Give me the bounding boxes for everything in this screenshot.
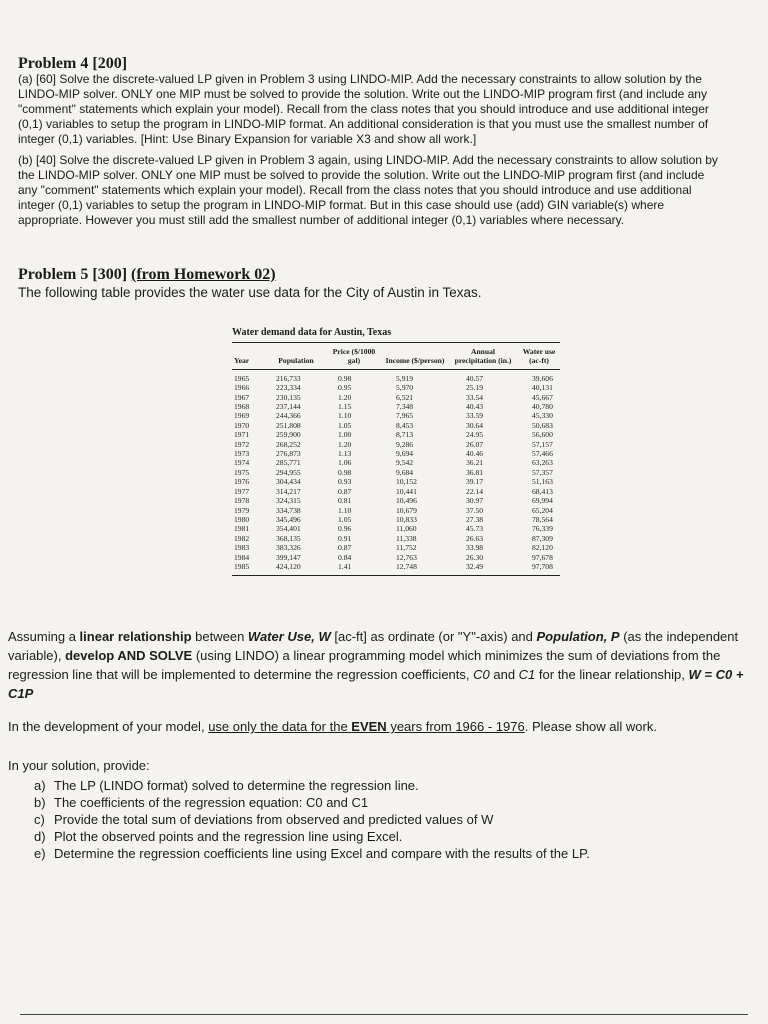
table-cell: 22.14 — [466, 486, 484, 496]
table-cell: 1.15 — [338, 402, 352, 412]
table-header-row — [232, 343, 560, 370]
table-row — [232, 487, 560, 496]
table-cell: 1968 — [234, 402, 250, 412]
table-cell: 1978 — [234, 496, 250, 506]
assume-text: Population, P — [536, 629, 620, 644]
table-cell: 294,955 — [276, 467, 301, 477]
problem-5-title: Problem 5 [300] — [18, 266, 128, 283]
problem-4-part-a: (a) [60] Solve the discrete-valued LP given in Problem 3 using LINDO-MIP. Add the necessary constraints to allow solution by the LINDO-MIP solver. ONLY one MIP must be solved to provide the solution. Write out the LINDO-MIP program first (and include any "comment" statements which explain your model). Recall from the class notes that you should introduce and use additional integer (0,1) variables to setup the program in LINDO-MIP format. An additional consideration is that you must use the smallest number of integer (0,1) variables. [Hint: Use Binary Expansion for variable X3 and show all work.] — [18, 72, 709, 146]
table-cell: 324,315 — [276, 496, 301, 506]
table-cell: 1965 — [234, 373, 250, 383]
header-population: Population — [278, 356, 314, 366]
table-cell: 244,366 — [276, 411, 301, 421]
table-row — [232, 562, 560, 576]
header-precipitation: Annual precipitation (in.) — [454, 347, 512, 366]
header-income: Income ($/person) — [385, 356, 445, 366]
table-row — [232, 553, 560, 562]
table-cell: 51,163 — [532, 477, 553, 487]
table-cell: 1.20 — [338, 392, 352, 402]
table-cell: 78,564 — [532, 514, 553, 524]
table-cell: 0.98 — [338, 373, 352, 383]
bottom-divider — [20, 1014, 748, 1015]
table-cell: 1985 — [234, 561, 250, 571]
table-cell: 1.00 — [338, 430, 352, 440]
table-cell: 1980 — [234, 514, 250, 524]
table-cell: 1981 — [234, 524, 250, 534]
table-cell: 8,453 — [396, 420, 414, 430]
list-text: Determine the regression coefficients line using Excel and compare with the results of the LP. — [54, 846, 590, 861]
list-item — [34, 828, 756, 845]
table-cell: 1969 — [234, 411, 250, 421]
list-item — [34, 845, 756, 862]
table-cell: 285,771 — [276, 458, 301, 468]
table-cell: 216,733 — [276, 373, 301, 383]
table-cell: 9,286 — [396, 439, 414, 449]
list-label: e) — [34, 846, 46, 861]
table-cell: 39,606 — [532, 373, 553, 383]
table-cell: 368,135 — [276, 533, 301, 543]
table-cell: 26.07 — [466, 439, 484, 449]
table-cell: 259,900 — [276, 430, 301, 440]
table-row — [232, 506, 560, 515]
table-row — [232, 496, 560, 505]
table-cell: 33.59 — [466, 411, 484, 421]
table-cell: 1976 — [234, 477, 250, 487]
table-cell: 9,694 — [396, 449, 414, 459]
table-cell: 0.87 — [338, 543, 352, 553]
table-cell: 6,521 — [396, 392, 414, 402]
instruction-text: . Please show all work. — [524, 719, 657, 734]
table-cell: 0.81 — [338, 496, 352, 506]
table-cell: 0.93 — [338, 477, 352, 487]
table-cell: 97,708 — [532, 561, 553, 571]
table-cell: 334,738 — [276, 505, 301, 515]
table-cell: 1966 — [234, 383, 250, 393]
water-demand-table — [232, 327, 560, 576]
table-row — [232, 543, 560, 552]
table-cell: 1.41 — [338, 561, 352, 571]
table-cell: 1.05 — [338, 514, 352, 524]
table-cell: 40.57 — [466, 373, 484, 383]
table-row — [232, 534, 560, 543]
table-cell: 24.95 — [466, 430, 484, 440]
table-cell: 345,496 — [276, 514, 301, 524]
table-cell: 1.05 — [338, 420, 352, 430]
table-cell: 5,970 — [396, 383, 414, 393]
table-cell: 26.63 — [466, 533, 484, 543]
table-cell: 27.38 — [466, 514, 484, 524]
list-text: The LP (LINDO format) solved to determine the regression line. — [54, 778, 419, 793]
table-cell: 223,334 — [276, 383, 301, 393]
table-body — [232, 369, 560, 576]
table-cell: 82,120 — [532, 543, 553, 553]
table-cell: 50,683 — [532, 420, 553, 430]
table-cell: 37.50 — [466, 505, 484, 515]
list-text: Provide the total sum of deviations from observed and predicted values of W — [54, 812, 494, 827]
table-cell: 69,994 — [532, 496, 553, 506]
table-cell: 57,157 — [532, 439, 553, 449]
instruction-text: years from 1966 - 1976 — [386, 719, 525, 734]
table-cell: 25.19 — [466, 383, 484, 393]
table-cell: 1.06 — [338, 458, 352, 468]
table-cell: 12,748 — [396, 561, 417, 571]
table-cell: 76,339 — [532, 524, 553, 534]
table-cell: 0.95 — [338, 383, 352, 393]
table-cell: 0.84 — [338, 552, 352, 562]
table-cell: 33.98 — [466, 543, 484, 553]
problem-5-heading — [18, 266, 738, 284]
table-cell: 57,357 — [532, 467, 553, 477]
table-cell: 32.49 — [466, 561, 484, 571]
table-cell: 65,204 — [532, 505, 553, 515]
table-cell: 11,060 — [396, 524, 417, 534]
instruction-text: use only the data for the — [208, 719, 352, 734]
deliverables-list — [8, 777, 756, 862]
table-cell: 237,144 — [276, 402, 301, 412]
assume-text: for the linear relationship, — [535, 667, 689, 682]
assume-text: C0 — [473, 667, 490, 682]
even-years-instruction — [8, 717, 756, 736]
table-cell: 1977 — [234, 486, 250, 496]
table-cell: 383,326 — [276, 543, 301, 553]
table-row — [232, 421, 560, 430]
table-cell: 56,600 — [532, 430, 553, 440]
table-cell: 30.64 — [466, 420, 484, 430]
table-cell: 7,965 — [396, 411, 414, 421]
table-cell: 11,752 — [396, 543, 417, 553]
table-cell: 40,780 — [532, 402, 553, 412]
assume-text: develop AND SOLVE — [65, 648, 193, 663]
table-cell: 9,542 — [396, 458, 414, 468]
table-row — [232, 430, 560, 439]
table-cell: 36.21 — [466, 458, 484, 468]
table-cell: 68,413 — [532, 486, 553, 496]
homework-reference-link[interactable]: (from Homework 02) — [131, 266, 276, 283]
problem-5-instructions — [8, 627, 756, 862]
table-row — [232, 468, 560, 477]
table-row — [232, 383, 560, 392]
table-row — [232, 411, 560, 420]
problem-4-heading: Problem 4 [200] — [18, 55, 128, 72]
table-cell: 9,684 — [396, 467, 414, 477]
table-cell: 87,309 — [532, 533, 553, 543]
table-cell: 399,147 — [276, 552, 301, 562]
table-cell: 40.46 — [466, 449, 484, 459]
table-cell: 1971 — [234, 430, 250, 440]
assumption-paragraph — [8, 627, 756, 703]
table-cell: 10,441 — [396, 486, 417, 496]
table-cell: 1.20 — [338, 439, 352, 449]
table-cell: 1973 — [234, 449, 250, 459]
list-text: Plot the observed points and the regression line using Excel. — [54, 829, 403, 844]
table-cell: 1.10 — [338, 505, 352, 515]
table-cell: 1.10 — [338, 411, 352, 421]
assume-text: linear relationship — [79, 629, 192, 644]
assume-text: (as the independent variable), — [8, 629, 739, 663]
table-cell: 0.91 — [338, 533, 352, 543]
table-cell: 314,217 — [276, 486, 301, 496]
table-cell: 5,919 — [396, 373, 414, 383]
table-cell: 0.98 — [338, 467, 352, 477]
assume-text: Assuming a — [8, 629, 80, 644]
instruction-text: EVEN — [351, 719, 387, 734]
assume-text: [ac-ft] as ordinate (or "Y"-axis) and — [330, 629, 537, 644]
table-row — [232, 524, 560, 533]
problem-4-section — [18, 56, 718, 234]
table-cell: 40,131 — [532, 383, 553, 393]
table-cell: 63,263 — [532, 458, 553, 468]
table-cell: 268,252 — [276, 439, 301, 449]
assume-text: Water Use, W — [247, 629, 331, 644]
problem-4-part-b: (b) [40] Solve the discrete-valued LP given in Problem 3 again, using LINDO-MIP. Add the necessary constraints to allow solution by the LINDO-MIP solver. ONLY one MIP must be solved to provide the solution. Write out the LINDO-MIP program first (and include any "comment" statements which explain your model). Recall from the class notes that you should introduce and use additional integer (0,1) variables to setup the program in LINDO-MIP format. But in this case should use (add) GIN variable(s) where appropriate. However you must still add the smallest number of additional integer (0,1) variables where necessary. — [18, 153, 718, 227]
table-cell: 26.30 — [466, 552, 484, 562]
table-cell: 1975 — [234, 467, 250, 477]
table-cell: 276,873 — [276, 449, 301, 459]
table-cell: 97,678 — [532, 552, 553, 562]
assume-text: W = C0 + C1P — [8, 667, 744, 701]
list-text: The coefficients of the regression equation: C0 and C1 — [54, 795, 369, 810]
table-cell: 230,135 — [276, 392, 301, 402]
table-cell: 1974 — [234, 458, 250, 468]
assume-text: C1 — [518, 667, 536, 682]
list-label: d) — [34, 829, 46, 844]
table-cell: 30.97 — [466, 496, 484, 506]
table-cell: 251,808 — [276, 420, 301, 430]
table-cell: 0.87 — [338, 486, 352, 496]
table-cell: 304,434 — [276, 477, 301, 487]
list-item — [34, 794, 756, 811]
table-cell: 1983 — [234, 543, 250, 553]
table-cell: 1984 — [234, 552, 250, 562]
table-cell: 10,833 — [396, 514, 417, 524]
table-row — [232, 393, 560, 402]
table-cell: 10,152 — [396, 477, 417, 487]
assume-text: (using LINDO) a linear programming model which minimizes the sum of deviations from the regression line that will be implemented to determine the regression coefficients, — [8, 648, 721, 682]
table-cell: 1.13 — [338, 449, 352, 459]
header-water-use: Water use (ac-ft) — [522, 347, 556, 366]
table-cell: 45,667 — [532, 392, 553, 402]
table-cell: 39.17 — [466, 477, 484, 487]
list-label: c) — [34, 812, 45, 827]
assume-text: and — [489, 667, 519, 682]
header-year: Year — [234, 356, 250, 366]
table-cell: 36.81 — [466, 467, 484, 477]
table-cell: 424,120 — [276, 561, 301, 571]
table-cell: 1982 — [234, 533, 250, 543]
table-cell: 12,763 — [396, 552, 417, 562]
table-row — [232, 440, 560, 449]
table-cell: 1979 — [234, 505, 250, 515]
table-row — [232, 515, 560, 524]
table-cell: 7,348 — [396, 402, 414, 412]
table-cell: 1972 — [234, 439, 250, 449]
table-cell: 10,496 — [396, 496, 417, 506]
table-cell: 354,401 — [276, 524, 301, 534]
problem-5-intro: The following table provides the water use data for the City of Austin in Texas. — [18, 285, 482, 300]
table-cell: 57,466 — [532, 449, 553, 459]
table-cell: 45,330 — [532, 411, 553, 421]
provide-lead: In your solution, provide: — [8, 758, 150, 773]
header-price: Price ($/1000 gal) — [332, 347, 376, 366]
problem-5-section — [18, 266, 738, 302]
table-row — [232, 477, 560, 486]
list-label: b) — [34, 795, 46, 810]
table-cell: 33.54 — [466, 392, 484, 402]
table-cell: 11,338 — [396, 533, 417, 543]
list-label: a) — [34, 778, 46, 793]
assume-text: between — [191, 629, 248, 644]
table-row — [232, 449, 560, 458]
list-item — [34, 811, 756, 828]
table-cell: 1970 — [234, 420, 250, 430]
table-cell: 40.43 — [466, 402, 484, 412]
table-caption: Water demand data for Austin, Texas — [232, 327, 392, 338]
table-row — [232, 369, 560, 383]
instruction-text: In the development of your model, — [8, 719, 209, 734]
table-cell: 10,679 — [396, 505, 417, 515]
table-row — [232, 458, 560, 467]
table-cell: 45.73 — [466, 524, 484, 534]
table-cell: 0.96 — [338, 524, 352, 534]
list-item — [34, 777, 756, 794]
table-row — [232, 402, 560, 411]
table-cell: 1967 — [234, 392, 250, 402]
table-cell: 8,713 — [396, 430, 414, 440]
